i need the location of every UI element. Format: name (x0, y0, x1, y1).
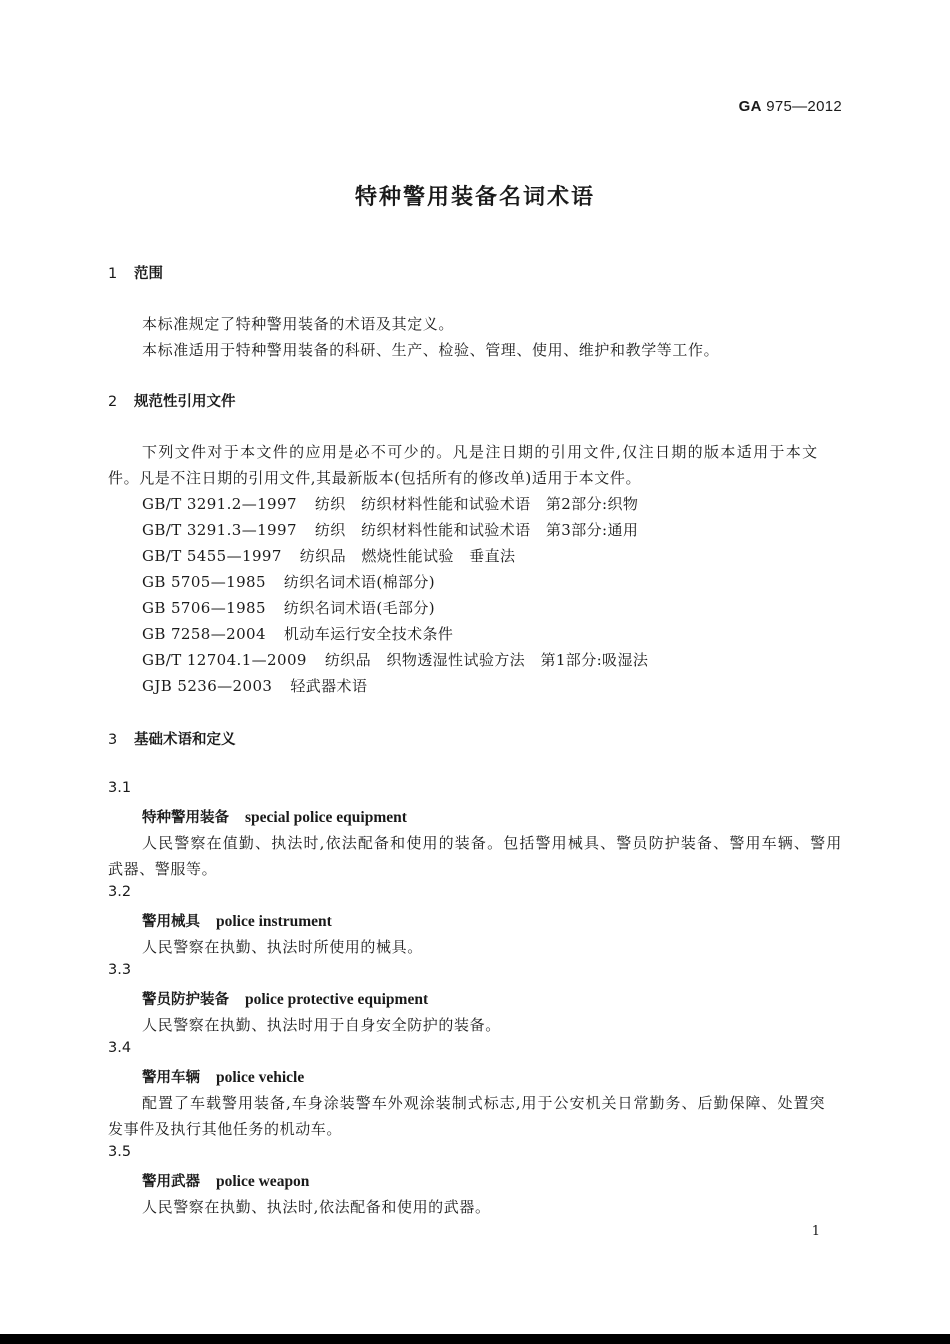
reference-title: 机动车运行安全技术条件 (283, 625, 454, 643)
term-number: 3.1 (108, 780, 132, 796)
term-chinese: 警用武器 (142, 1174, 200, 1190)
section-title: 规范性引用文件 (134, 394, 236, 410)
term-definition: 人民警察在执勤、执法时用于自身安全防护的装备。 (142, 1016, 501, 1034)
term-name (142, 1066, 304, 1087)
reference-code: GB/T 3291.3—1997 (142, 521, 297, 539)
bottom-edge-bar (0, 1334, 950, 1344)
term-name (142, 988, 428, 1009)
term-english: police weapon (216, 1173, 310, 1190)
term-definition: 人民警察在执勤、执法时所使用的械具。 (142, 938, 423, 956)
section-number: 2 (108, 394, 118, 410)
standard-prefix: GA (738, 98, 762, 115)
reference-item (142, 623, 471, 644)
reference-item (142, 597, 453, 618)
reference-code: GB 5706—1985 (142, 599, 266, 617)
term-english: police protective equipment (245, 991, 429, 1008)
section-1-heading (108, 262, 163, 283)
paragraph: 本标准适用于特种警用装备的科研、生产、检验、管理、使用、维护和教学等工作。 (142, 341, 720, 359)
section-3-heading (108, 728, 236, 749)
reference-title: 纺织 纺织材料性能和试验术语 第2部分:织物 (314, 495, 639, 513)
reference-title: 纺织名词术语(棉部分) (283, 573, 436, 591)
term-definition: 配置了车载警用装备,车身涂装警车外观涂装制式标志,用于公安机关日常勤务、后勤保障、处置突 (142, 1094, 826, 1112)
term-definition: 武器、警服等。 (108, 860, 218, 878)
term-chinese: 警员防护装备 (142, 992, 229, 1008)
standard-code (739, 98, 842, 115)
reference-code: GB/T 3291.2—1997 (142, 495, 297, 513)
term-definition: 人民警察在执勤、执法时,依法配备和使用的武器。 (142, 1198, 491, 1216)
reference-item (142, 649, 666, 670)
reference-item (142, 545, 533, 566)
term-number: 3.3 (108, 962, 132, 978)
reference-title: 纺织 纺织材料性能和试验术语 第3部分:通用 (314, 521, 639, 539)
reference-title: 轻武器术语 (290, 677, 368, 695)
reference-item (142, 493, 656, 514)
section-number: 1 (108, 266, 118, 282)
term-number: 3.2 (108, 884, 132, 900)
page-number: 1 (811, 1224, 820, 1239)
section-title: 范围 (134, 266, 163, 282)
term-english: police instrument (216, 913, 332, 930)
term-definition: 发事件及执行其他任务的机动车。 (108, 1120, 343, 1138)
reference-code: GJB 5236—2003 (142, 677, 273, 695)
paragraph: 本标准规定了特种警用装备的术语及其定义。 (142, 315, 455, 333)
term-chinese: 特种警用装备 (142, 810, 229, 826)
reference-title: 纺织品 织物透湿性试验方法 第1部分:吸湿法 (324, 651, 649, 669)
term-name (142, 910, 332, 931)
document-title: 特种警用装备名词术语 (354, 185, 595, 210)
section-number: 3 (108, 732, 118, 748)
reference-code: GB 5705—1985 (142, 573, 266, 591)
reference-code: GB/T 12704.1—2009 (142, 651, 307, 669)
reference-code: GB/T 5455—1997 (142, 547, 282, 565)
section-2-heading (108, 390, 236, 411)
paragraph: 件。凡是不注日期的引用文件,其最新版本(包括所有的修改单)适用于本文件。 (108, 469, 642, 487)
term-number: 3.4 (108, 1040, 132, 1056)
term-name (142, 1170, 309, 1191)
standard-number: 975—2012 (766, 98, 842, 115)
term-number: 3.5 (108, 1144, 132, 1160)
term-english: special police equipment (245, 809, 407, 826)
reference-item (142, 675, 385, 696)
reference-item (142, 519, 656, 540)
term-chinese: 警用车辆 (142, 1070, 200, 1086)
paragraph: 下列文件对于本文件的应用是必不可少的。凡是注日期的引用文件,仅注日期的版本适用于本文 (142, 443, 819, 461)
term-definition: 人民警察在值勤、执法时,依法配备和使用的装备。包括警用械具、警员防护装备、警用车辆、警用 (142, 834, 843, 852)
reference-code: GB 7258—2004 (142, 625, 266, 643)
section-title: 基础术语和定义 (134, 732, 236, 748)
term-name (142, 806, 407, 827)
reference-title: 纺织名词术语(毛部分) (283, 599, 436, 617)
term-chinese: 警用械具 (142, 914, 200, 930)
reference-title: 纺织品 燃烧性能试验 垂直法 (299, 547, 516, 565)
term-english: police vehicle (216, 1069, 305, 1086)
reference-item (142, 571, 453, 592)
